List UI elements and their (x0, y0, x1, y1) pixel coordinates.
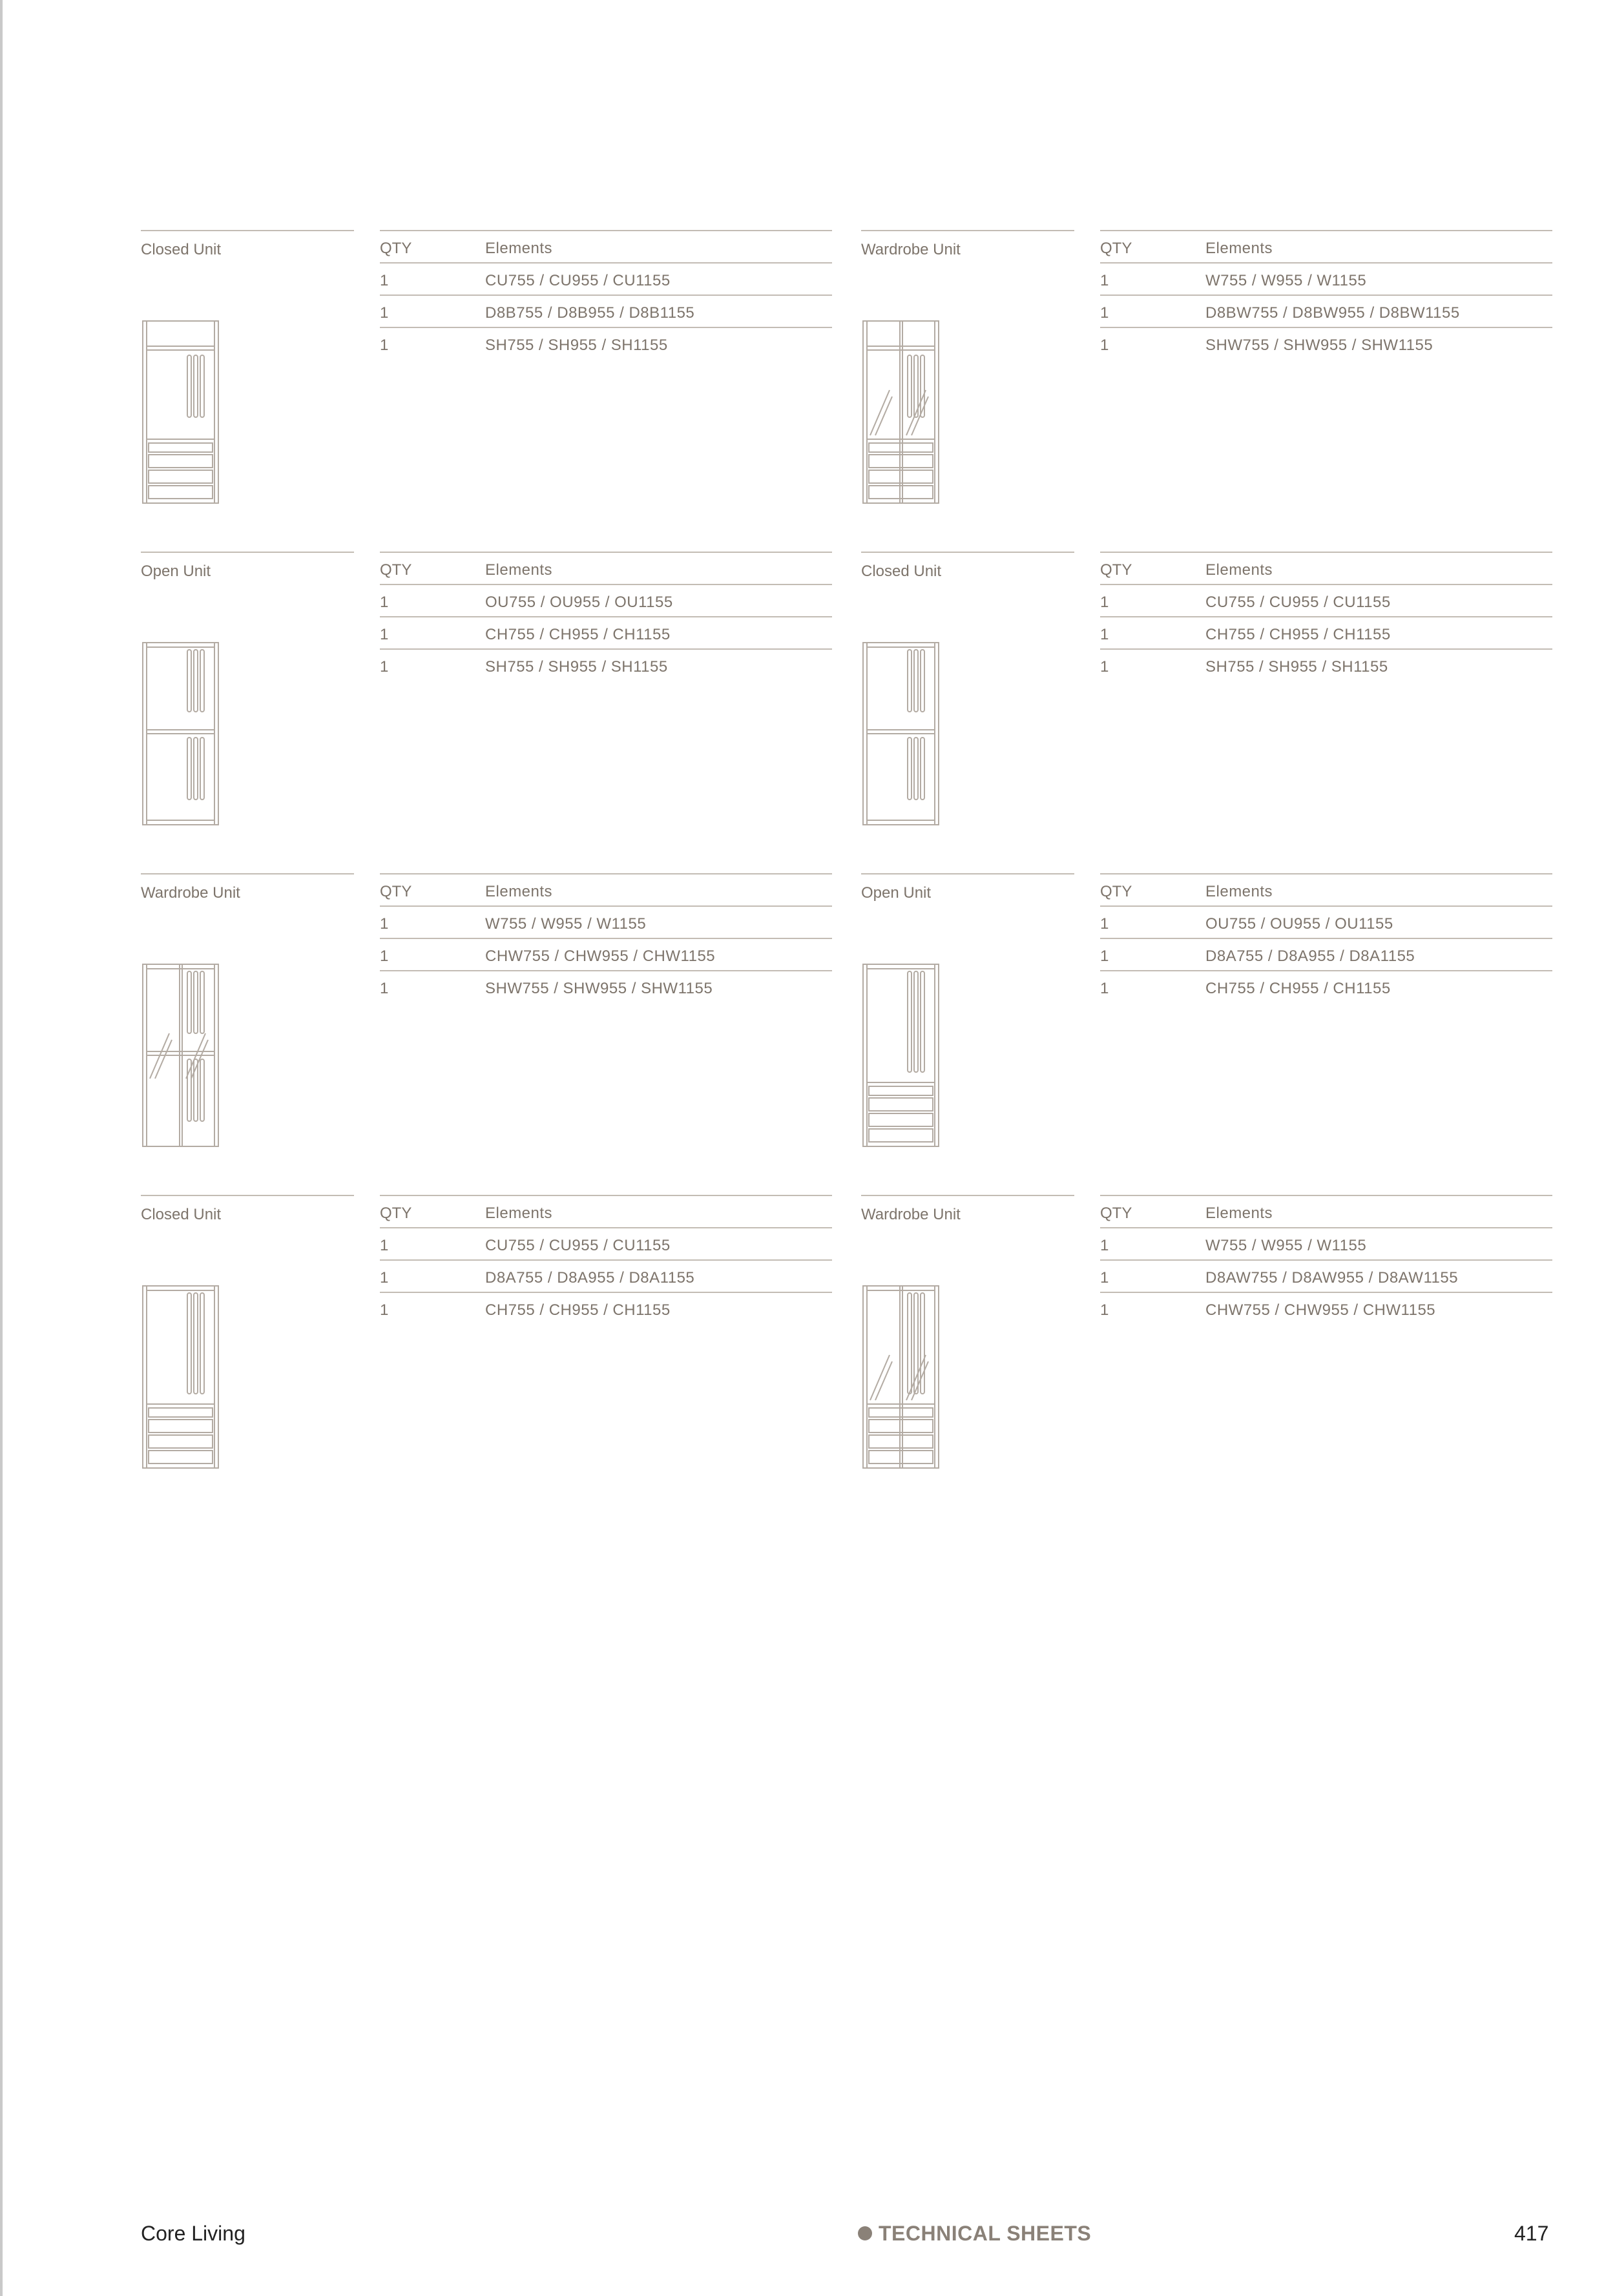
table-header: QTY Elements (380, 873, 832, 905)
elements-table (1100, 230, 1552, 359)
table-header: QTY Elements (380, 1195, 832, 1227)
table-header: QTY Elements (380, 552, 832, 584)
table-row: 1 CHW755 / CHW955 / CHW1155 (380, 938, 832, 970)
table-row: 1 CH755 / CH955 / CH1155 (380, 616, 832, 648)
table-row: 1 SH755 / SH955 / SH1155 (380, 648, 832, 681)
table-row: 1 D8BW755 / D8BW955 / D8BW1155 (1100, 295, 1552, 327)
table-header: QTY Elements (1100, 230, 1552, 262)
unit-title: Closed Unit (861, 563, 942, 580)
footer-section (858, 2222, 1091, 2246)
wardrobe-unit-drawing (861, 1284, 942, 1471)
table-row: 1 SH755 / SH955 / SH1155 (380, 327, 832, 359)
unit-title: Wardrobe Unit (861, 1206, 961, 1223)
unit-title: Closed Unit (141, 241, 222, 258)
table-row: 1 W755 / W955 / W1155 (380, 905, 832, 938)
elements-table (380, 873, 832, 1002)
bullet-dot-icon (858, 2226, 872, 2240)
unit-title: Wardrobe Unit (141, 884, 240, 902)
closed-unit-drawing (861, 641, 942, 828)
table-row: 1 W755 / W955 / W1155 (1100, 1227, 1552, 1259)
unit-title: Wardrobe Unit (861, 241, 961, 258)
elements-table (380, 230, 832, 359)
closed-unit-drawing (141, 319, 222, 506)
table-row: 1 D8A755 / D8A955 / D8A1155 (380, 1259, 832, 1292)
table-row: 1 CH755 / CH955 / CH1155 (1100, 616, 1552, 648)
unit-title: Open Unit (141, 563, 211, 580)
table-row: 1 CH755 / CH955 / CH1155 (1100, 970, 1552, 1002)
page-number: 417 (1514, 2222, 1549, 2245)
table-row: 1 D8B755 / D8B955 / D8B1155 (380, 295, 832, 327)
table-row: 1 D8A755 / D8A955 / D8A1155 (1100, 938, 1552, 970)
table-row: 1 SHW755 / SHW955 / SHW1155 (1100, 327, 1552, 359)
footer-section-label: TECHNICAL SHEETS (879, 2222, 1092, 2245)
table-row: 1 CU755 / CU955 / CU1155 (380, 262, 832, 295)
table-row: 1 W755 / W955 / W1155 (1100, 262, 1552, 295)
table-row: 1 SH755 / SH955 / SH1155 (1100, 648, 1552, 681)
table-row: 1 CH755 / CH955 / CH1155 (380, 1292, 832, 1324)
wardrobe-unit-drawing (861, 319, 942, 506)
table-row: 1 OU755 / OU955 / OU1155 (1100, 905, 1552, 938)
elements-table (1100, 552, 1552, 681)
elements-table (1100, 873, 1552, 1002)
closed-unit-drawing (141, 1284, 222, 1471)
table-header: QTY Elements (1100, 552, 1552, 584)
table-row: 1 CU755 / CU955 / CU1155 (380, 1227, 832, 1259)
elements-table (380, 1195, 832, 1324)
unit-title: Open Unit (861, 884, 932, 902)
page-edge-rule (0, 0, 3, 2296)
open-unit-drawing (861, 962, 942, 1150)
table-row: 1 SHW755 / SHW955 / SHW1155 (380, 970, 832, 1002)
table-row: 1 CU755 / CU955 / CU1155 (1100, 584, 1552, 616)
table-header: QTY Elements (1100, 873, 1552, 905)
elements-table (380, 552, 832, 681)
table-row: 1 OU755 / OU955 / OU1155 (380, 584, 832, 616)
elements-table (1100, 1195, 1552, 1324)
wardrobe-unit-drawing (141, 962, 222, 1150)
table-row: 1 D8AW755 / D8AW955 / D8AW1155 (1100, 1259, 1552, 1292)
table-header: QTY Elements (1100, 1195, 1552, 1227)
table-header: QTY Elements (380, 230, 832, 262)
open-unit-drawing (141, 641, 222, 828)
table-row: 1 CHW755 / CHW955 / CHW1155 (1100, 1292, 1552, 1324)
unit-title: Closed Unit (141, 1206, 222, 1223)
footer-brand: Core Living (141, 2222, 245, 2245)
